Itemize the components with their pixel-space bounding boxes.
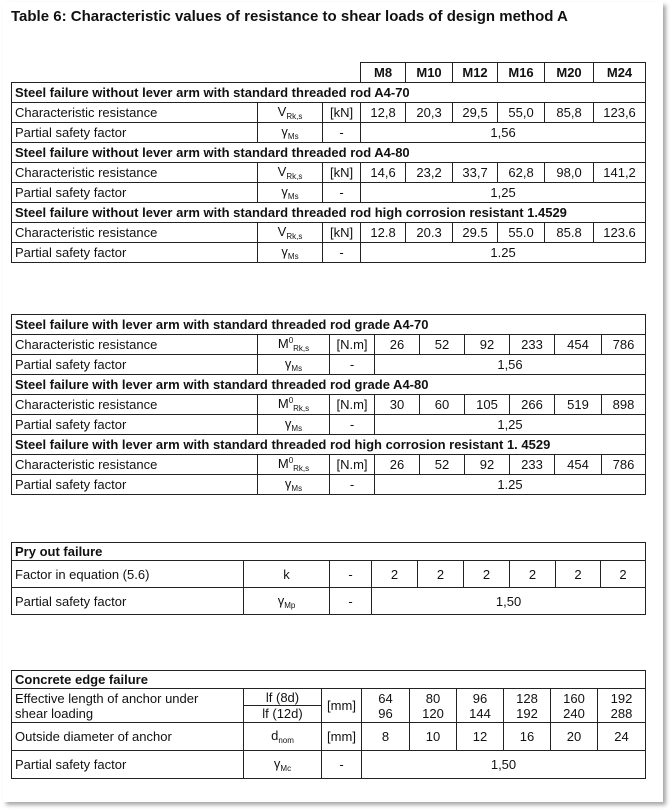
section-heading: Steel failure with lever arm with standard threaded rod grade A4-80 — [12, 375, 646, 395]
unit: - — [330, 475, 375, 495]
value-cell: 92 — [465, 455, 510, 475]
value-cell: 2 — [418, 561, 464, 588]
value-cell: 786 — [602, 335, 646, 355]
psf-value: 1,56 — [361, 123, 646, 143]
row-label: Partial safety factor — [12, 243, 258, 263]
unit: - — [330, 355, 375, 375]
unit: - — [330, 588, 372, 615]
table-row — [12, 475, 646, 495]
psf-value: 1,50 — [372, 588, 646, 615]
symbol-gamma-ms: $\gamma_{Ms}$ — [258, 355, 330, 375]
row-label: Outside diameter of anchor — [12, 723, 244, 751]
table-row — [12, 223, 646, 243]
symbol-gamma-ms: $\gamma_{Ms}$ — [258, 243, 323, 263]
psf-value: 1,56 — [375, 355, 646, 375]
section-heading: Steel failure with lever arm with standard threaded rod high corrosion resistant 1. 4529 — [12, 435, 646, 455]
table-row — [12, 415, 646, 435]
table-row — [12, 455, 646, 475]
unit: [mm] — [322, 723, 362, 751]
psf-value: 1,50 — [362, 751, 646, 779]
value-cell: 123.6 — [594, 223, 646, 243]
row-label: Characteristic resistance — [12, 223, 258, 243]
value-cell: 519 — [555, 395, 602, 415]
unit: [kN] — [323, 223, 361, 243]
value-cell: 160 240 — [551, 689, 598, 723]
value-cell: 2 — [464, 561, 510, 588]
value-cell: 12,8 — [361, 103, 406, 123]
value-cell: 20 — [551, 723, 598, 751]
row-label: Effective length of anchor under shear loading — [12, 689, 244, 723]
psf-value: 1,25 — [361, 183, 646, 203]
symbol-gamma-ms: $\gamma_{Ms}$ — [258, 475, 330, 495]
row-label: Characteristic resistance — [12, 163, 258, 183]
row-label: Partial safety factor — [12, 183, 258, 203]
size-header: M24 — [594, 63, 646, 83]
size-header: M8 — [361, 63, 406, 83]
unit: [N.m] — [330, 455, 375, 475]
row-label: Characteristic resistance — [12, 335, 258, 355]
value-cell: 52 — [420, 335, 465, 355]
value-cell: 20,3 — [406, 103, 453, 123]
value-cell: 85.8 — [545, 223, 594, 243]
unit: [kN] — [323, 163, 361, 183]
unit: - — [323, 243, 361, 263]
value-cell: 2 — [510, 561, 556, 588]
value-cell: 98,0 — [545, 163, 594, 183]
value-cell: 12 — [457, 723, 504, 751]
section-heading: Steel failure without lever arm with standard threaded rod A4-80 — [12, 143, 646, 163]
row-label: Partial safety factor — [12, 475, 258, 495]
value-cell: 23,2 — [406, 163, 453, 183]
symbol-v-rks: $V_{Rk,s}$ — [258, 103, 323, 123]
document-page — [3, 2, 663, 802]
symbol-m0-rks: $M^0_{Rk,s}$ — [258, 455, 330, 475]
value-cell: 60 — [420, 395, 465, 415]
table-row — [12, 355, 646, 375]
row-label: Partial safety factor — [12, 751, 244, 779]
table-row — [12, 243, 646, 263]
unit: [N.m] — [330, 395, 375, 415]
section-heading: Steel failure without lever arm with standard threaded rod high corrosion resistant 1.4529 — [12, 203, 646, 223]
unit: - — [322, 751, 362, 779]
symbol-gamma-ms: $\gamma_{Ms}$ — [258, 123, 323, 143]
value-cell: 898 — [602, 395, 646, 415]
section-heading: Steel failure with lever arm with standard threaded rod grade A4-70 — [12, 315, 646, 335]
value-cell: 12.8 — [361, 223, 406, 243]
value-cell: 96 144 — [457, 689, 504, 723]
psf-value: 1,25 — [375, 415, 646, 435]
value-cell: 62,8 — [498, 163, 545, 183]
value-cell: 10 — [410, 723, 457, 751]
row-label: Characteristic resistance — [12, 455, 258, 475]
unit: [N.m] — [330, 335, 375, 355]
value-cell: 454 — [555, 455, 602, 475]
value-cell: 55,0 — [498, 103, 545, 123]
size-header-row — [12, 63, 646, 83]
unit: [mm] — [322, 689, 362, 723]
psf-value: 1.25 — [375, 475, 646, 495]
symbol-k: k — [244, 561, 330, 588]
symbol-gamma-ms: $\gamma_{Ms}$ — [258, 183, 323, 203]
value-cell: 454 — [555, 335, 602, 355]
row-label: Partial safety factor — [12, 588, 244, 615]
table-row — [12, 335, 646, 355]
steel-without-lever-table — [11, 62, 646, 263]
symbol-d-nom: $d_{nom}$ — [244, 723, 322, 751]
value-cell: 192 288 — [598, 689, 646, 723]
value-cell: 26 — [375, 455, 420, 475]
value-cell: 2 — [556, 561, 601, 588]
size-header: M12 — [453, 63, 498, 83]
value-cell: 29,5 — [453, 103, 498, 123]
symbol-v-rks: $V_{Rk,s}$ — [258, 163, 323, 183]
row-label: Partial safety factor — [12, 415, 258, 435]
symbol-m0-rks: $M^0_{Rk,s}$ — [258, 395, 330, 415]
value-cell: 24 — [598, 723, 646, 751]
table-row — [12, 689, 646, 723]
section-heading: Concrete edge failure — [12, 671, 646, 689]
table-row — [12, 561, 646, 588]
size-header: M20 — [545, 63, 594, 83]
steel-with-lever-table — [11, 314, 646, 495]
value-cell: 52 — [420, 455, 465, 475]
symbol-gamma-mc: $\gamma_{Mc}$ — [244, 751, 322, 779]
value-cell: 64 96 — [362, 689, 410, 723]
row-label: Characteristic resistance — [12, 395, 258, 415]
unit: - — [323, 183, 361, 203]
table-title: Table 6: Characteristic values of resistance to shear loads of design method A — [11, 8, 568, 25]
value-cell: 33,7 — [453, 163, 498, 183]
symbol-lf: lf (8d) lf (12d) — [244, 689, 322, 723]
size-header: M10 — [406, 63, 453, 83]
value-cell: 2 — [372, 561, 418, 588]
value-cell: 14,6 — [361, 163, 406, 183]
symbol-v-rks: $V_{Rk,s}$ — [258, 223, 323, 243]
symbol-gamma-ms: $\gamma_{Ms}$ — [258, 415, 330, 435]
row-label: Partial safety factor — [12, 123, 258, 143]
unit: - — [330, 415, 375, 435]
table-row — [12, 395, 646, 415]
symbol-m0-rks: $M^0_{Rk,s}$ — [258, 335, 330, 355]
value-cell: 141,2 — [594, 163, 646, 183]
value-cell: 2 — [601, 561, 646, 588]
section-heading: Steel failure without lever arm with standard threaded rod A4-70 — [12, 83, 646, 103]
table-row — [12, 723, 646, 751]
section-heading: Pry out failure — [12, 543, 646, 561]
value-cell: 233 — [510, 455, 555, 475]
value-cell: 123,6 — [594, 103, 646, 123]
value-cell: 85,8 — [545, 103, 594, 123]
value-cell: 16 — [504, 723, 551, 751]
table-row — [12, 163, 646, 183]
value-cell: 55.0 — [498, 223, 545, 243]
value-cell: 105 — [465, 395, 510, 415]
value-cell: 8 — [362, 723, 410, 751]
value-cell: 786 — [602, 455, 646, 475]
value-cell: 233 — [510, 335, 555, 355]
row-label: Factor in equation (5.6) — [12, 561, 244, 588]
table-row — [12, 123, 646, 143]
table-row — [12, 103, 646, 123]
table-row — [12, 751, 646, 779]
value-cell: 20.3 — [406, 223, 453, 243]
table-row — [12, 588, 646, 615]
value-cell: 92 — [465, 335, 510, 355]
value-cell: 30 — [375, 395, 420, 415]
value-cell: 266 — [510, 395, 555, 415]
concrete-edge-table — [11, 670, 646, 779]
size-header: M16 — [498, 63, 545, 83]
unit: - — [323, 123, 361, 143]
table-row — [12, 183, 646, 203]
psf-value: 1.25 — [361, 243, 646, 263]
row-label: Characteristic resistance — [12, 103, 258, 123]
row-label: Partial safety factor — [12, 355, 258, 375]
unit: - — [330, 561, 372, 588]
value-cell: 29.5 — [453, 223, 498, 243]
symbol-gamma-mp: $\gamma_{Mp}$ — [244, 588, 330, 615]
value-cell: 128 192 — [504, 689, 551, 723]
pry-out-table — [11, 542, 646, 615]
value-cell: 26 — [375, 335, 420, 355]
unit: [kN] — [323, 103, 361, 123]
value-cell: 80 120 — [410, 689, 457, 723]
